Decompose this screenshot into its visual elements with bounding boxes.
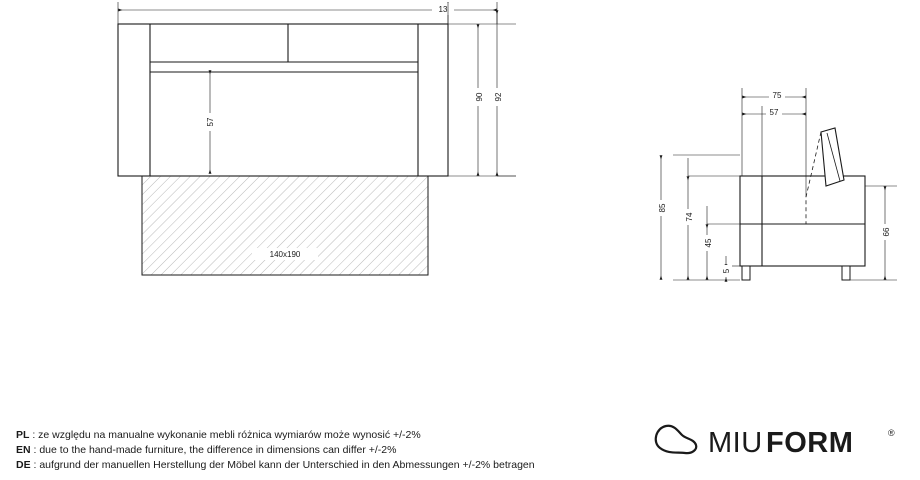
bed-size-label: 140x190 bbox=[269, 250, 301, 259]
dim-front-90: 90 bbox=[475, 92, 484, 102]
legend-row-de bbox=[16, 458, 616, 473]
legend-text-pl: : ze względu na manualne wykonanie mebli różnica wymiarów może wynosić +/-2% bbox=[29, 429, 421, 441]
brand-name-bold: FORM bbox=[766, 427, 854, 459]
legend-row-pl bbox=[16, 428, 616, 443]
dim-side-85: 85 bbox=[658, 203, 667, 213]
legend-text-en: : due to the hand-made furniture, the difference in dimensions can differ +/-2% bbox=[30, 444, 397, 456]
brand-name-light: MIU bbox=[708, 427, 763, 459]
legend-code-en: EN bbox=[16, 444, 31, 456]
legend-text-de: : aufgrund der manuellen Herstellung der Möbel kann der Unterschied in den Abmessungen +/-2% betragen bbox=[30, 459, 535, 471]
bean-shape-icon bbox=[656, 426, 697, 453]
front-view-geometry bbox=[118, 24, 448, 275]
dim-side-66: 66 bbox=[882, 227, 891, 237]
legend bbox=[16, 428, 616, 473]
legend-row-en bbox=[16, 443, 616, 458]
side-view-geometry bbox=[740, 128, 865, 280]
dim-side-74: 74 bbox=[685, 212, 694, 222]
dim-front-57: 57 bbox=[206, 117, 215, 127]
brand-registered-mark: ® bbox=[888, 428, 895, 438]
brand-logo bbox=[650, 418, 910, 464]
dim-side-5: 5 bbox=[722, 268, 731, 274]
legend-code-pl: PL bbox=[16, 429, 30, 441]
dim-front-13: 13 bbox=[438, 5, 448, 14]
dim-side-57: 57 bbox=[769, 108, 779, 117]
dim-front-92: 92 bbox=[494, 92, 503, 102]
dim-side-45: 45 bbox=[704, 238, 713, 248]
dim-side-75: 75 bbox=[772, 91, 782, 100]
legend-code-de: DE bbox=[16, 459, 31, 471]
